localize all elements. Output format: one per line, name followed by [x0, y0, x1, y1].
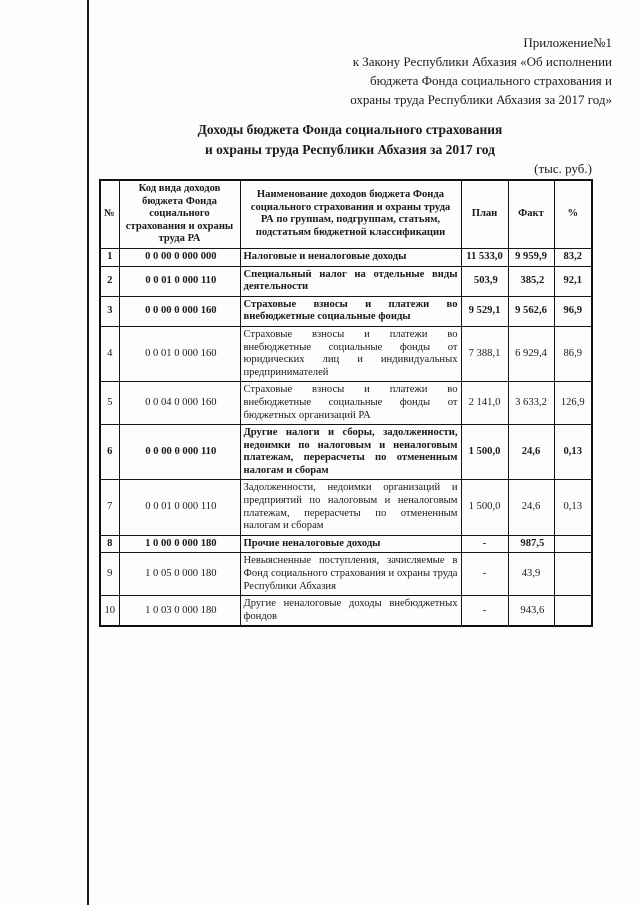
appendix-line: охраны труда Республики Абхазия за 2017 год» — [350, 92, 612, 107]
units-note: (тыс. руб.) — [534, 161, 592, 176]
cell-name: Специальный налог на отдельные виды деятельности — [240, 266, 461, 296]
cell-code: 0 0 00 0 000 110 — [119, 425, 240, 480]
cell-percent: 92,1 — [554, 266, 592, 296]
cell-name: Страховые взносы и платежи во внебюджетные социальные фонды от бюджетных организаций РА — [240, 382, 461, 425]
cell-fact: 24,6 — [508, 425, 554, 480]
cell-num: 10 — [100, 596, 119, 627]
scan-artifact-line — [87, 0, 89, 905]
appendix-line: Приложение№1 — [523, 35, 612, 50]
header-percent: % — [554, 180, 592, 248]
table-body — [100, 248, 592, 626]
header-plan: План — [461, 180, 508, 248]
header-name: Наименование доходов бюджета Фонда социального страхования и охраны труда РА по группам, подгруппам, статьям, подстатьям бюджетной классификации — [240, 180, 461, 248]
cell-num: 6 — [100, 425, 119, 480]
cell-fact: 24,6 — [508, 480, 554, 535]
table-row — [100, 248, 592, 266]
table-row — [100, 326, 592, 381]
cell-name: Налоговые и неналоговые доходы — [240, 248, 461, 266]
cell-fact: 987,5 — [508, 535, 554, 553]
cell-percent: 126,9 — [554, 382, 592, 425]
cell-num: 2 — [100, 266, 119, 296]
cell-percent: 83,2 — [554, 248, 592, 266]
table-header-row — [100, 180, 592, 248]
title-line-1: Доходы бюджета Фонда социального страхования — [197, 122, 503, 137]
table-row — [100, 553, 592, 596]
cell-code: 0 0 01 0 000 110 — [119, 266, 240, 296]
cell-name: Задолженности, недоимки организаций и предприятий по налоговым и неналоговым платежам, перерасчеты по отмененным налогам и сборам — [240, 480, 461, 535]
table-row — [100, 382, 592, 425]
cell-code: 1 0 05 0 000 180 — [119, 553, 240, 596]
cell-percent: 86,9 — [554, 326, 592, 381]
document-title — [110, 120, 590, 160]
header-code: Код вида доходов бюджета Фонда социального страхования и охраны труда РА — [119, 180, 240, 248]
cell-num: 7 — [100, 480, 119, 535]
cell-fact: 9 562,6 — [508, 296, 554, 326]
table-row — [100, 535, 592, 553]
cell-plan: 2 141,0 — [461, 382, 508, 425]
cell-num: 4 — [100, 326, 119, 381]
cell-code: 0 0 04 0 000 160 — [119, 382, 240, 425]
cell-percent: 0,13 — [554, 425, 592, 480]
cell-num: 1 — [100, 248, 119, 266]
cell-plan: 503,9 — [461, 266, 508, 296]
header-num: № — [100, 180, 119, 248]
cell-code: 0 0 00 0 000 000 — [119, 248, 240, 266]
cell-name: Другие налоги и сборы, задолженности, недоимки по налоговым и неналоговым платежам, перерасчеты по отмененным налогам и сборам — [240, 425, 461, 480]
appendix-block — [182, 33, 612, 109]
cell-fact: 6 929,4 — [508, 326, 554, 381]
title-line-2: и охраны труда Республики Абхазия за 2017 год — [205, 142, 495, 157]
table-row — [100, 266, 592, 296]
cell-percent: 0,13 — [554, 480, 592, 535]
cell-name: Прочие неналоговые доходы — [240, 535, 461, 553]
cell-fact: 3 633,2 — [508, 382, 554, 425]
cell-code: 0 0 00 0 000 160 — [119, 296, 240, 326]
cell-name: Невыясненные поступления, зачисляемые в Фонд социального страхования и охраны труда Республики Абхазия — [240, 553, 461, 596]
budget-table-wrapper — [99, 179, 591, 627]
cell-name: Страховые взносы и платежи во внебюджетные социальные фонды от юридических лиц и индивидуальных предпринимателей — [240, 326, 461, 381]
table-row — [100, 296, 592, 326]
cell-plan: 1 500,0 — [461, 425, 508, 480]
cell-plan: 7 388,1 — [461, 326, 508, 381]
cell-code: 1 0 03 0 000 180 — [119, 596, 240, 627]
table-row — [100, 480, 592, 535]
cell-code: 0 0 01 0 000 110 — [119, 480, 240, 535]
header-fact: Факт — [508, 180, 554, 248]
cell-name: Другие неналоговые доходы внебюджетных фондов — [240, 596, 461, 627]
cell-num: 9 — [100, 553, 119, 596]
cell-plan: 1 500,0 — [461, 480, 508, 535]
cell-plan: 9 529,1 — [461, 296, 508, 326]
cell-num: 5 — [100, 382, 119, 425]
cell-percent: 96,9 — [554, 296, 592, 326]
cell-code: 0 0 01 0 000 160 — [119, 326, 240, 381]
cell-percent — [554, 535, 592, 553]
cell-plan: 11 533,0 — [461, 248, 508, 266]
cell-plan: - — [461, 535, 508, 553]
appendix-line: бюджета Фонда социального страхования и — [369, 73, 612, 88]
cell-plan: - — [461, 553, 508, 596]
cell-fact: 43,9 — [508, 553, 554, 596]
cell-code: 1 0 00 0 000 180 — [119, 535, 240, 553]
cell-fact: 385,2 — [508, 266, 554, 296]
cell-name: Страховые взносы и платежи во внебюджетные социальные фонды — [240, 296, 461, 326]
cell-num: 8 — [100, 535, 119, 553]
cell-fact: 9 959,9 — [508, 248, 554, 266]
table-row — [100, 425, 592, 480]
cell-percent — [554, 596, 592, 627]
cell-num: 3 — [100, 296, 119, 326]
budget-table — [99, 179, 593, 627]
cell-percent — [554, 553, 592, 596]
cell-plan: - — [461, 596, 508, 627]
cell-fact: 943,6 — [508, 596, 554, 627]
appendix-line: к Закону Республики Абхазия «Об исполнении — [352, 54, 612, 69]
table-row — [100, 596, 592, 627]
